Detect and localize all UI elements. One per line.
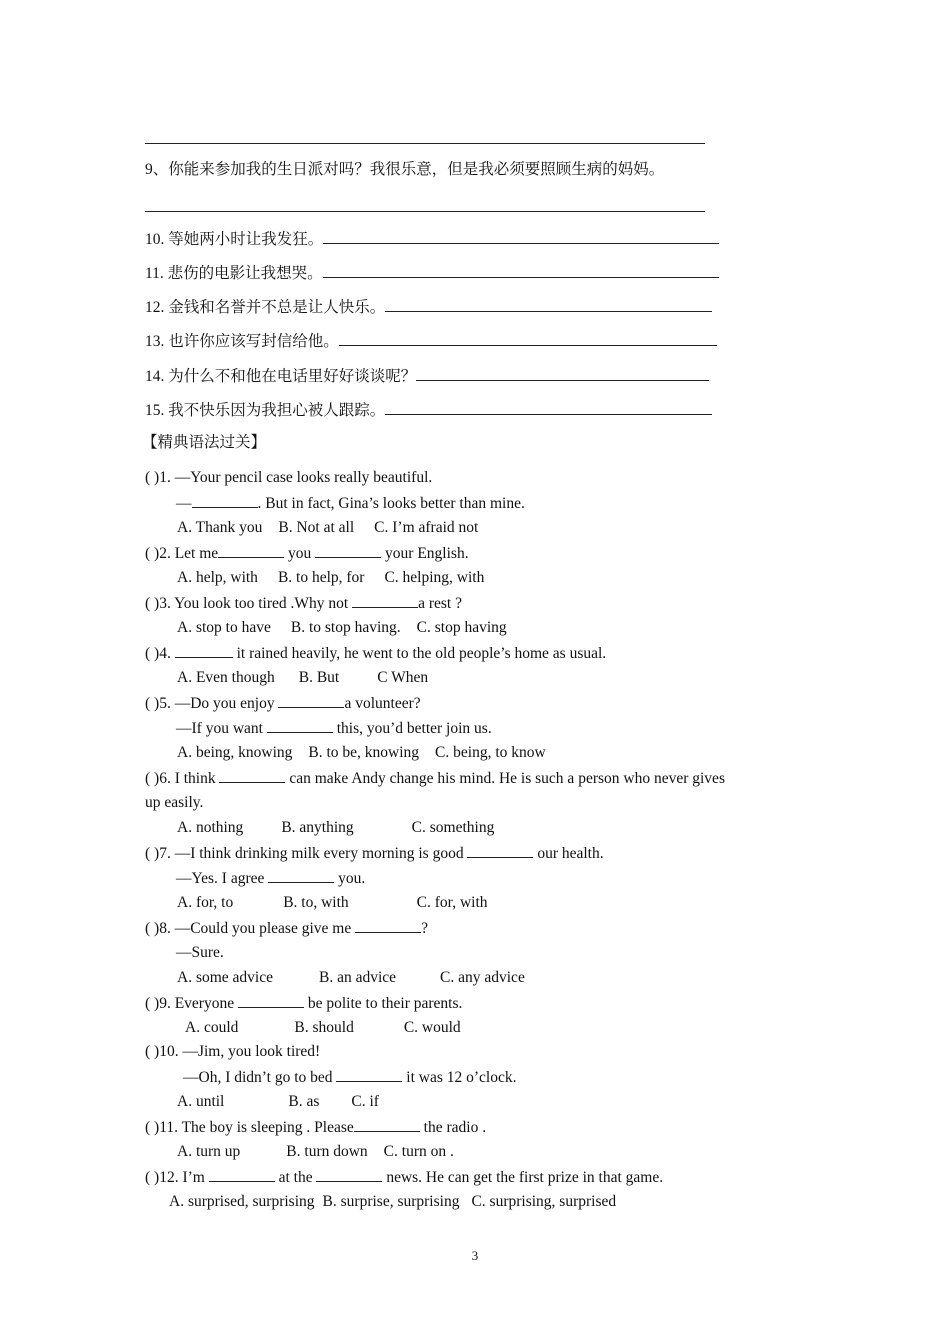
question-text: your English. — [381, 545, 469, 562]
grammar-q10-reply — [183, 1067, 517, 1088]
translation-q10 — [145, 229, 719, 250]
option-c: C When — [377, 669, 429, 686]
answer-line — [145, 211, 705, 212]
option-b: B. to help, for — [277, 569, 365, 586]
option-b: B. anything — [281, 819, 354, 836]
question-text: news. He can get the first prize in that game. — [382, 1169, 664, 1186]
translation-q13 — [145, 331, 717, 352]
question-text: you — [284, 545, 316, 562]
answer-blank — [315, 543, 381, 558]
grammar-q7-options — [177, 893, 488, 913]
translation-q15 — [145, 400, 712, 421]
answer-blank — [467, 843, 533, 858]
answer-blank — [316, 1167, 382, 1182]
grammar-q5-stem — [145, 693, 421, 714]
option-b: B. an advice — [318, 969, 397, 986]
grammar-q6-stem — [145, 768, 725, 789]
grammar-q11-stem — [145, 1117, 486, 1138]
option-a: A. Thank you — [177, 519, 263, 536]
answer-blank — [218, 543, 284, 558]
option-b: B. as — [288, 1093, 320, 1110]
grammar-q8-stem — [145, 918, 428, 939]
grammar-q8-options — [177, 968, 525, 988]
answer-blank — [268, 868, 334, 883]
question-text: a rest ? — [418, 595, 462, 612]
question-text: 12. 金钱和名誉并不总是让人快乐。 — [145, 299, 386, 316]
option-b: B. surprise, surprising — [322, 1193, 460, 1210]
grammar-q1-reply — [176, 493, 525, 514]
answer-blank — [323, 229, 719, 244]
question-text: at the — [274, 1169, 317, 1186]
option-b: B. But — [298, 669, 340, 686]
answer-blank — [209, 1167, 275, 1182]
translation-q11 — [145, 263, 719, 284]
question-text: be polite to their parents. — [303, 995, 463, 1012]
option-c: C. any advice — [440, 969, 525, 986]
option-c: C. something — [411, 819, 495, 836]
question-text: ( )11. The boy is sleeping . Please — [145, 1119, 354, 1136]
answer-blank — [339, 331, 717, 346]
grammar-q6-options — [177, 818, 494, 838]
option-b: B. to be, knowing — [308, 744, 420, 761]
reply-text: —Yes. I agree — [176, 870, 269, 887]
grammar-q11-options — [177, 1142, 454, 1162]
option-a: A. turn up — [177, 1143, 241, 1160]
answer-blank — [385, 400, 712, 415]
grammar-q6-continuation: up easily. — [145, 794, 204, 811]
translation-q12 — [145, 297, 712, 318]
question-text: ( )3. You look too tired .Why not — [145, 595, 353, 612]
option-a: A. being, knowing — [177, 744, 293, 761]
option-a: A. surprised, surprising — [169, 1193, 315, 1210]
reply-text: you. — [334, 870, 366, 887]
answer-blank — [267, 718, 333, 733]
option-a: A. could — [185, 1019, 239, 1036]
reply-text: —Oh, I didn’t go to bed — [183, 1069, 337, 1086]
answer-blank — [355, 918, 421, 933]
answer-blank — [352, 593, 418, 608]
question-text: 13. 也许你应该写封信给他。 — [145, 333, 339, 350]
option-a: A. some advice — [177, 969, 273, 986]
answer-blank — [416, 366, 709, 381]
answer-blank — [354, 1117, 420, 1132]
grammar-q9-stem — [145, 993, 462, 1014]
grammar-q1-options — [177, 518, 478, 538]
option-a: A. for, to — [177, 894, 234, 911]
grammar-q3-stem — [145, 593, 462, 614]
option-c: C. for, with — [416, 894, 488, 911]
option-a: A. until — [177, 1093, 225, 1110]
option-c: C. I’m afraid not — [374, 519, 479, 536]
answer-blank — [175, 643, 233, 658]
option-c: C. surprising, surprised — [471, 1193, 617, 1210]
question-text: ( )9. Everyone — [145, 995, 238, 1012]
option-a: A. stop to have — [177, 619, 271, 636]
option-c: C. would — [403, 1019, 461, 1036]
reply-text: —If you want — [176, 720, 267, 737]
question-text: can make Andy change his mind. He is such a person who never gives — [285, 770, 725, 787]
option-b: B. turn down — [286, 1143, 368, 1160]
translation-q9: 9、你能来参加我的生日派对吗？我很乐意，但是我必须要照顾生病的妈妈。 — [145, 161, 665, 178]
page-number: 3 — [471, 1248, 479, 1263]
grammar-q1-stem: ( )1. —Your pencil case looks really beautiful. — [145, 469, 433, 486]
grammar-q9-options — [185, 1018, 461, 1038]
option-c: C. if — [351, 1093, 379, 1110]
grammar-q2-options — [177, 568, 484, 588]
grammar-q7-stem — [145, 843, 604, 864]
grammar-q10-options — [177, 1092, 379, 1112]
answer-line — [145, 143, 705, 144]
option-b: B. to stop having. — [290, 619, 401, 636]
option-b: B. should — [294, 1019, 354, 1036]
grammar-q4-stem — [145, 643, 606, 664]
grammar-q5-reply — [176, 718, 492, 739]
grammar-q3-options — [177, 618, 507, 638]
grammar-q12-stem — [145, 1167, 663, 1188]
reply-text: . But in fact, Gina’s looks better than mine. — [257, 495, 525, 512]
grammar-q12-options — [169, 1192, 616, 1212]
answer-blank — [278, 693, 344, 708]
question-text: ? — [421, 920, 428, 937]
option-a: A. nothing — [177, 819, 244, 836]
question-text: our health. — [533, 845, 604, 862]
question-text: 15. 我不快乐因为我担心被人跟踪。 — [145, 402, 386, 419]
option-a: A. Even though — [177, 669, 275, 686]
grammar-q5-options — [177, 743, 546, 763]
question-text: ( )7. —I think drinking milk every morning is good — [145, 845, 468, 862]
grammar-q8-reply: —Sure. — [176, 944, 224, 961]
question-text: 10. 等她两小时让我发狂。 — [145, 231, 324, 248]
option-c: C. turn on . — [383, 1143, 454, 1160]
grammar-q10-stem: ( )10. —Jim, you look tired! — [145, 1043, 321, 1060]
answer-blank — [238, 993, 304, 1008]
question-text: ( )5. —Do you enjoy — [145, 695, 279, 712]
answer-blank — [336, 1067, 402, 1082]
option-b: B. Not at all — [278, 519, 355, 536]
question-text: a volunteer? — [344, 695, 421, 712]
grammar-q4-options — [177, 668, 428, 688]
answer-blank — [219, 768, 285, 783]
question-text: ( )12. I’m — [145, 1169, 209, 1186]
reply-text: this, you’d better join us. — [332, 720, 492, 737]
option-c: C. helping, with — [384, 569, 485, 586]
question-text: ( )8. —Could you please give me — [145, 920, 356, 937]
section-title: 【精典语法过关】 — [142, 434, 267, 451]
grammar-q7-reply — [176, 868, 365, 889]
option-c: C. stop having — [416, 619, 507, 636]
answer-blank — [192, 493, 258, 508]
translation-q14 — [145, 366, 709, 387]
answer-blank — [323, 263, 719, 278]
option-c: C. being, to know — [435, 744, 546, 761]
question-text: ( )6. I think — [145, 770, 220, 787]
question-text: the radio . — [419, 1119, 487, 1136]
question-text: it rained heavily, he went to the old people’s home as usual. — [232, 645, 607, 662]
question-text: 11. 悲伤的电影让我想哭。 — [145, 265, 323, 282]
option-a: A. help, with — [177, 569, 258, 586]
question-text: ( )2. Let me — [145, 545, 219, 562]
answer-blank — [385, 297, 712, 312]
question-text: ( )4. — [145, 645, 175, 662]
option-b: B. to, with — [283, 894, 349, 911]
grammar-q2-stem — [145, 543, 469, 564]
question-text: 14. 为什么不和他在电话里好好谈谈呢？ — [145, 368, 417, 385]
reply-text: it was 12 o’clock. — [402, 1069, 517, 1086]
reply-text: — — [176, 495, 192, 512]
